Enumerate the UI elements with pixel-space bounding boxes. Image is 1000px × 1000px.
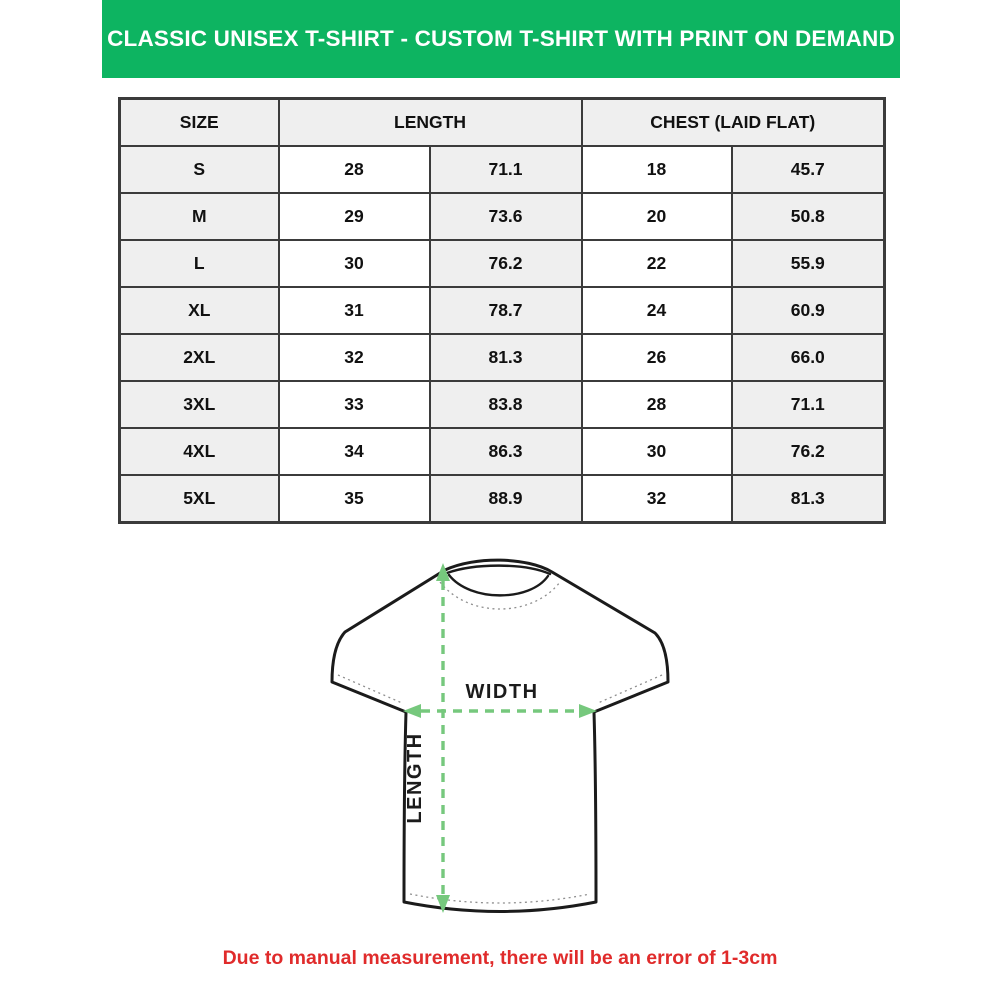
table-row xyxy=(120,475,885,523)
chest-in-cell: 30 xyxy=(582,428,732,475)
size-chart-table xyxy=(118,97,886,524)
length-in-cell: 29 xyxy=(279,193,430,240)
table-row xyxy=(120,146,885,193)
length-cm-cell: 71.1 xyxy=(430,146,582,193)
size-cell: S xyxy=(120,146,279,193)
table-row xyxy=(120,334,885,381)
size-cell: XL xyxy=(120,287,279,334)
length-cm-cell: 86.3 xyxy=(430,428,582,475)
length-in-cell: 32 xyxy=(279,334,430,381)
table-row xyxy=(120,240,885,287)
length-dimension-label: LENGTH xyxy=(404,732,426,824)
length-cm-cell: 73.6 xyxy=(430,193,582,240)
length-in-cell: 34 xyxy=(279,428,430,475)
chest-in-cell: 20 xyxy=(582,193,732,240)
table-row xyxy=(120,287,885,334)
chest-cm-cell: 50.8 xyxy=(732,193,885,240)
chest-cm-cell: 66.0 xyxy=(732,334,885,381)
chest-in-cell: 18 xyxy=(582,146,732,193)
length-cm-cell: 76.2 xyxy=(430,240,582,287)
tshirt-measurement-diagram xyxy=(300,545,700,935)
chest-in-cell: 22 xyxy=(582,240,732,287)
chest-cm-cell: 55.9 xyxy=(732,240,885,287)
col-header-chest: CHEST (LAID FLAT) xyxy=(582,99,885,147)
chest-cm-cell: 76.2 xyxy=(732,428,885,475)
chest-in-cell: 32 xyxy=(582,475,732,523)
chest-in-cell: 26 xyxy=(582,334,732,381)
length-in-cell: 35 xyxy=(279,475,430,523)
header-row xyxy=(120,99,885,147)
col-header-size: SIZE xyxy=(120,99,279,147)
length-in-cell: 31 xyxy=(279,287,430,334)
table-row xyxy=(120,193,885,240)
size-cell: 3XL xyxy=(120,381,279,428)
length-cm-cell: 81.3 xyxy=(430,334,582,381)
size-cell: 5XL xyxy=(120,475,279,523)
length-in-cell: 30 xyxy=(279,240,430,287)
chest-cm-cell: 45.7 xyxy=(732,146,885,193)
col-header-length: LENGTH xyxy=(279,99,582,147)
measurement-disclaimer: Due to manual measurement, there will be an error of 1-3cm xyxy=(222,947,778,969)
chest-cm-cell: 71.1 xyxy=(732,381,885,428)
table-row xyxy=(120,428,885,475)
length-cm-cell: 78.7 xyxy=(430,287,582,334)
length-cm-cell: 88.9 xyxy=(430,475,582,523)
page-title: CLASSIC UNISEX T-SHIRT - CUSTOM T-SHIRT WITH PRINT ON DEMAND xyxy=(107,26,895,51)
length-in-cell: 28 xyxy=(279,146,430,193)
size-cell: 2XL xyxy=(120,334,279,381)
size-cell: M xyxy=(120,193,279,240)
length-cm-cell: 83.8 xyxy=(430,381,582,428)
tshirt-outline xyxy=(332,560,668,911)
chest-in-cell: 28 xyxy=(582,381,732,428)
title-banner xyxy=(102,0,900,78)
chest-cm-cell: 60.9 xyxy=(732,287,885,334)
width-dimension-label: WIDTH xyxy=(465,681,539,703)
chest-in-cell: 24 xyxy=(582,287,732,334)
length-in-cell: 33 xyxy=(279,381,430,428)
size-cell: 4XL xyxy=(120,428,279,475)
size-cell: L xyxy=(120,240,279,287)
chest-cm-cell: 81.3 xyxy=(732,475,885,523)
table-row xyxy=(120,381,885,428)
